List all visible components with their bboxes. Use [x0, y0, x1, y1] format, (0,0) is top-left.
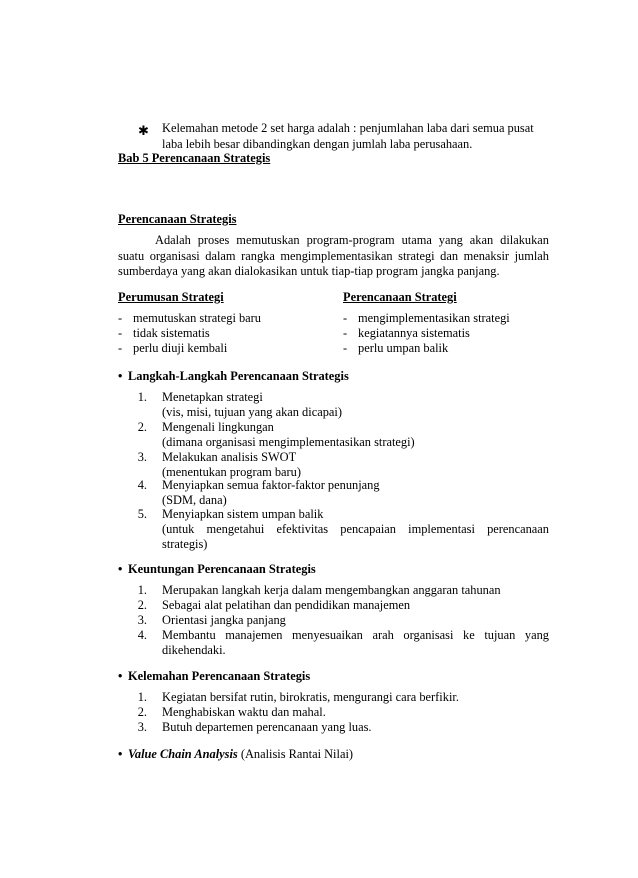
bullet-icon: • [118, 369, 123, 383]
weakness-text: Menghabiskan waktu dan mahal. [162, 705, 326, 719]
step-title: Melakukan analisis SWOT [162, 450, 297, 464]
benefit-number: 3. [137, 613, 147, 627]
comparison-right-item: perlu umpan balik [358, 341, 449, 355]
weakness-text: Kegiatan bersifat rutin, birokratis, mengurangi cara berfikir. [162, 690, 459, 704]
comparison-right-item: mengimplementasikan strategi [358, 311, 510, 325]
benefit-text: Sebagai alat pelatihan dan pendidikan manajemen [162, 598, 411, 612]
value-chain-heading-rest: (Analisis Rantai Nilai) [240, 747, 354, 761]
step-note: (menentukan program baru) [162, 465, 301, 479]
comparison-left-item: memutuskan strategi baru [133, 311, 262, 325]
step-title: Menyiapkan semua faktor-faktor penunjang [162, 478, 380, 492]
benefit-number: 4. [137, 628, 147, 642]
benefit-text: Merupakan langkah kerja dalam mengembangkan anggaran tahunan [162, 583, 501, 597]
step-title: Menyiapkan sistem umpan balik [162, 507, 324, 521]
comparison-left-item: tidak sistematis [133, 326, 210, 340]
intro-line-1: Kelemahan metode 2 set harga adalah : penjumlahan laba dari semua pusat [162, 121, 534, 135]
comparison-right-heading: Perencanaan Strategi [343, 290, 457, 304]
step-note: (dimana organisasi mengimplementasikan strategi) [162, 435, 415, 449]
definition-heading: Perencanaan Strategis [118, 212, 237, 226]
comparison-left-item: perlu diuji kembali [133, 341, 228, 355]
definition-line-1: Adalah proses memutuskan program-program utama yang akan dilakukan [155, 233, 549, 247]
benefit-text: Orientasi jangka panjang [162, 613, 286, 627]
dash-icon: - [118, 341, 123, 355]
dash-icon: - [343, 326, 348, 340]
dash-icon: - [118, 311, 123, 325]
chapter-title: Bab 5 Perencanaan Strategis [118, 151, 271, 165]
value-chain-heading [128, 747, 353, 762]
weakness-number: 3. [137, 720, 147, 734]
dash-icon: - [343, 311, 348, 325]
step-note: (vis, misi, tujuan yang akan dicapai) [162, 405, 342, 419]
weaknesses-heading: Kelemahan Perencanaan Strategis [128, 669, 311, 683]
asterisk-bullet-icon: ✱ [138, 123, 149, 138]
comparison-right-item: kegiatannya sistematis [358, 326, 470, 340]
comparison-left-heading: Perumusan Strategi [118, 290, 224, 304]
step-title: Menetapkan strategi [162, 390, 263, 404]
step-number: 5. [137, 507, 147, 521]
dash-icon: - [118, 326, 123, 340]
bullet-icon: • [118, 669, 123, 683]
weakness-text: Butuh departemen perencanaan yang luas. [162, 720, 372, 734]
step-number: 3. [137, 450, 147, 464]
benefit-number: 2. [137, 598, 147, 612]
intro-line-2: laba lebih besar dibandingkan dengan jumlah laba perusahaan. [162, 137, 473, 151]
step-number: 1. [137, 390, 147, 404]
definition-line-2: suatu organisasi dalam rangka mengimplementasikan strategi dan menaksir jumlah [118, 249, 549, 263]
step-number: 2. [137, 420, 147, 434]
bullet-icon: • [118, 747, 123, 761]
step-title: Mengenali lingkungan [162, 420, 274, 434]
step-note: (untuk mengetahui efektivitas pencapaian implementasi perencanaan [162, 522, 549, 536]
benefit-text: Membantu manajemen menyesuaikan arah organisasi ke tujuan yang [162, 628, 549, 642]
benefit-number: 1. [137, 583, 147, 597]
steps-heading: Langkah-Langkah Perencanaan Strategis [128, 369, 349, 383]
step-note: (SDM, dana) [162, 493, 227, 507]
definition-line-3: sumberdaya yang akan dialokasikan untuk tiap-tiap program jangka panjang. [118, 264, 500, 278]
step-note-continued: strategis) [162, 537, 208, 551]
weakness-number: 1. [137, 690, 147, 704]
value-chain-heading-italic: Value Chain Analysis [128, 747, 238, 761]
dash-icon: - [343, 341, 348, 355]
benefit-text-continued: dikehendaki. [162, 643, 226, 657]
bullet-icon: • [118, 562, 123, 576]
step-number: 4. [137, 478, 147, 492]
benefits-heading: Keuntungan Perencanaan Strategis [128, 562, 316, 576]
weakness-number: 2. [137, 705, 147, 719]
